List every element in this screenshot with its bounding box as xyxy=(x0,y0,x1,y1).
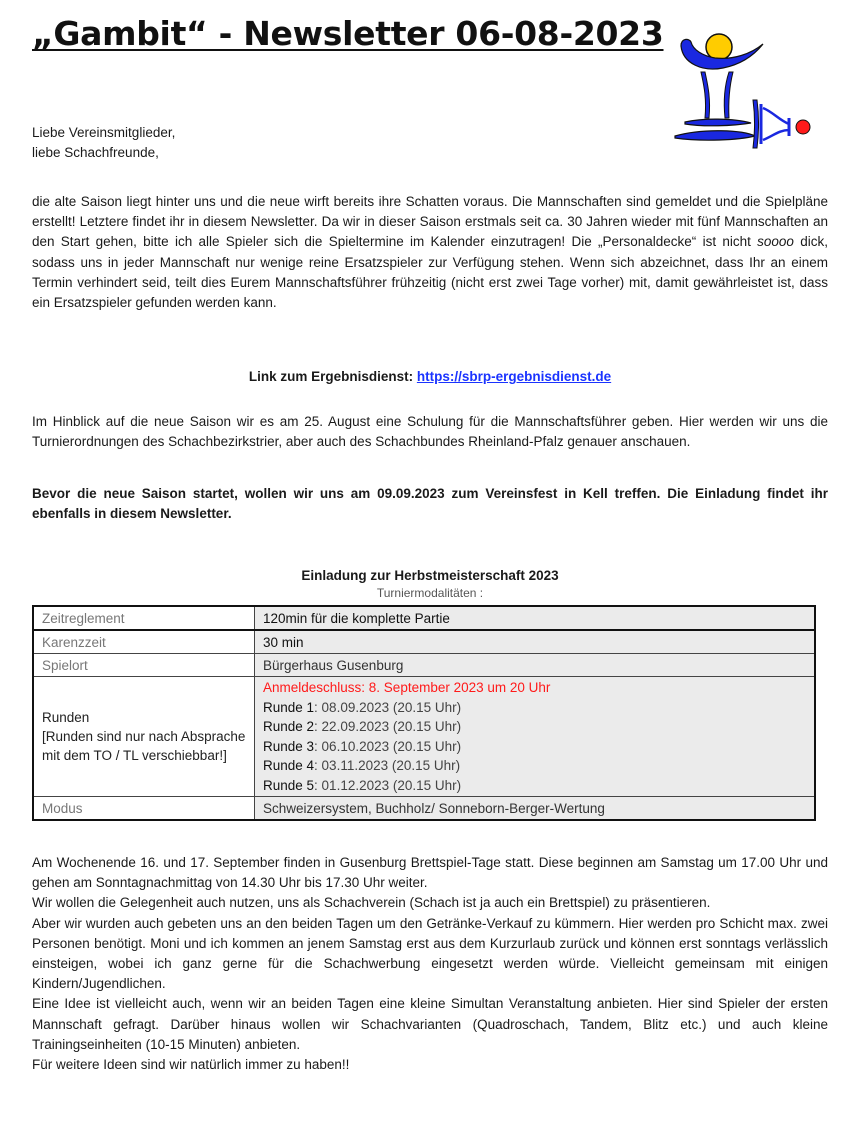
table-row-rounds xyxy=(33,677,815,797)
results-link-label: Link zum Ergebnisdienst: xyxy=(248,369,417,384)
page-title: „Gambit“ - Newsletter 06-08-2023 xyxy=(32,14,664,53)
club-party-paragraph: Bevor die neue Saison startet, wollen wir uns am 09.09.2023 zum Vereinsfest in Kell treffen. Die Einladung findet ihr ebenfalls in diesem Newsletter. xyxy=(32,486,828,522)
round-name: Runde 2 xyxy=(263,719,315,735)
boardgame-paragraph: Aber wir wurden auch gebeten uns an den beiden Tagen um den Getränke-Verkauf zu kümmern. Hier werden pro Schicht max. zwei Personen benötigt. Moni und ich kommen an jenem Samstag erst aus dem Kurzurlaub zurück und können erst sonntags verlässlich einsteigen, wobei ich ganz gerne für die Schachwerbung eingesetzt werden würde. Vielleicht gemeinsam mit einigen Kindern/Jugendlichen. xyxy=(32,915,828,992)
row-value: Bürgerhaus Gusenburg xyxy=(255,654,816,677)
registration-deadline: Anmeldeschluss: 8. September 2023 um 20 Uhr xyxy=(263,680,551,695)
row-label: Modus xyxy=(33,797,255,821)
rounds-label-title: Runden xyxy=(42,710,90,726)
round-name: Runde 5 xyxy=(263,777,315,793)
row-value: Schweizersystem, Buchholz/ Sonneborn-Berger-Wertung xyxy=(255,797,816,821)
round-item xyxy=(263,737,806,756)
round-name: Runde 1 xyxy=(263,700,315,715)
rounds-label-note: [Runden sind nur nach Absprache mit dem TO / TL verschiebbar!] xyxy=(42,729,246,764)
row-value: 30 min xyxy=(255,630,816,654)
round-item xyxy=(263,698,806,717)
row-label: Zeitreglement xyxy=(33,606,255,630)
round-date: : 06.10.2023 (20.15 Uhr) xyxy=(314,738,462,754)
row-label: Karenzzeit xyxy=(33,630,255,654)
boardgame-days-section xyxy=(32,853,828,1075)
round-item xyxy=(263,756,806,775)
boardgame-paragraph: Eine Idee ist vielleicht auch, wenn wir an beiden Tagen eine kleine Simultan Veranstaltung anbieten. Hier sind Spieler der ersten Mannschaft gefragt. Darüber hinaus wollen wir Schachvarianten (Quadroschach, Tandem, Blitz etc.) und auch kleine Trainingseinheiten (10-15 Minuten) anbieten. xyxy=(32,996,828,1052)
intro-text-1: die alte Saison liegt hinter uns und die neue wirft bereits ihre Schatten voraus. Die Mannschaften sind gemeldet und die Spielpläne erstellt! Letztere findet ihr in diesem Newsletter. Da wir in dieser Saison erstmals seit ca. 30 Jahren wieder mit fünf Mannschaften an den Start gehen, bitte ich alle Spieler sich die Spieltermine im Kalender einzutragen! Die „Personaldecke“ ist nicht xyxy=(32,194,828,250)
tournament-title: Einladung zur Herbstmeisterschaft 2023 xyxy=(301,568,559,583)
table-row xyxy=(33,630,815,654)
table-row xyxy=(33,797,815,821)
training-paragraph: Im Hinblick auf die neue Saison wir es am 25. August eine Schulung für die Mannschaftsführer geben. Hier werden wir uns die Turnierordnungen des Schachbezirkstrier, aber auch des Schachbundes Rheinland-Pfalz genauer anschauen. xyxy=(32,414,828,450)
round-date: : 08.09.2023 (20.15 Uhr) xyxy=(314,700,462,715)
row-value: 120min für die komplette Partie xyxy=(255,606,816,630)
round-date: : 01.12.2023 (20.15 Uhr) xyxy=(314,777,462,793)
chess-club-logo-icon xyxy=(643,20,833,150)
boardgame-paragraph: Wir wollen die Gelegenheit auch nutzen, uns als Schachverein (Schach ist ja auch ein Brettspiel) zu präsentieren. xyxy=(32,895,711,911)
round-date: : 22.09.2023 (20.15 Uhr) xyxy=(314,719,462,735)
results-service-link[interactable]: https://sbrp-ergebnisdienst.de xyxy=(416,369,612,384)
results-link-line xyxy=(32,369,828,384)
greeting-line-1: Liebe Vereinsmitglieder, xyxy=(32,125,176,140)
boardgame-paragraph: Für weitere Ideen sind wir natürlich immer zu haben!! xyxy=(32,1057,350,1073)
row-label: Spielort xyxy=(33,654,255,677)
round-item xyxy=(263,776,806,795)
greeting xyxy=(32,123,175,163)
table-row xyxy=(33,654,815,677)
boardgame-paragraph: Am Wochenende 16. und 17. September finden in Gusenburg Brettspiel-Tage statt. Diese beginnen am Samstag um 17.00 Uhr und gehen am Sonntagnachmittag von 14.30 Uhr bis 17.30 Uhr weiter. xyxy=(32,855,828,891)
intro-paragraph xyxy=(32,192,828,313)
greeting-line-2: liebe Schachfreunde, xyxy=(32,145,159,160)
tournament-table xyxy=(32,605,816,821)
round-name: Runde 4 xyxy=(263,758,315,774)
round-date: : 03.11.2023 (20.15 Uhr) xyxy=(314,758,461,774)
round-name: Runde 3 xyxy=(263,738,315,754)
intro-text-2: dick, sodass uns in jeder Mannschaft nur wenige reine Ersatzspieler zur Verfügung stehen. Wenn sich abzeichnet, dass Ihr an einem Termin verhindert seid, teilt dies Eurem Mannschaftsführer frühzeitig (nicht erst zwei Tage vorher) mit, damit gewährleistet ist, dass ein Ersatzspieler gefunden werden kann. xyxy=(32,234,828,311)
rounds-value xyxy=(255,677,816,797)
table-row xyxy=(33,606,815,630)
rounds-label xyxy=(33,677,255,797)
tournament-subtitle: Turniermodalitäten : xyxy=(376,586,484,600)
intro-emphasis: soooo xyxy=(757,234,794,250)
round-item xyxy=(263,717,806,736)
